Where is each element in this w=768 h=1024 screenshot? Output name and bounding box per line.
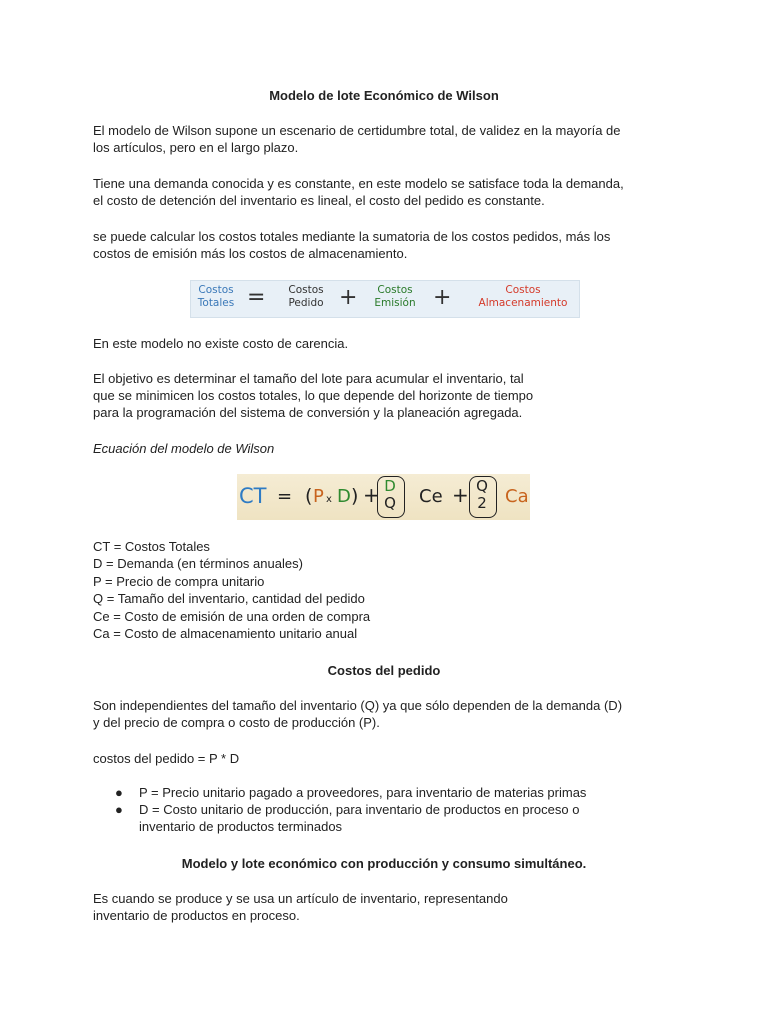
term-costos-pedido: Costos Pedido [288, 284, 324, 309]
document-title: Modelo de lote Económico de Wilson [269, 88, 499, 103]
definition-p: P = Precio de compra unitario [93, 574, 265, 589]
paragraph-5-line-2: que se minimicen los costos totales, lo que depende del horizonte de tiempo [93, 388, 534, 403]
definition-ca: Ca = Costo de almacenamiento unitario anual [93, 626, 358, 641]
eq-equals: = [277, 486, 293, 507]
term-costos-totales: Costos Totales [197, 284, 235, 309]
bullet-marker: ● [115, 802, 123, 817]
paragraph-6-line-1: Son independientes del tamaño del inventario (Q) ya que sólo dependen de la demanda (D) [93, 698, 623, 713]
eq-ce: Ce [419, 486, 443, 507]
list-item: ● D = Costo unitario de producción, para inventario de productos en proceso o [115, 802, 580, 817]
heading-costos-pedido: Costos del pedido [327, 663, 441, 678]
list-item-continuation: inventario de productos terminados [139, 819, 343, 834]
paragraph-2-line-2: el costo de detención del inventario es lineal, el costo del pedido es constante. [93, 193, 545, 208]
costs-formula-text: costos del pedido = P * D [93, 751, 240, 766]
paragraph-4: En este modelo no existe costo de carencia. [93, 336, 349, 351]
fraction-d-over-q: D Q [384, 477, 396, 512]
equals-sign: = [247, 285, 266, 310]
eq-open-paren: ( [305, 485, 313, 507]
plus-sign-1: + [339, 285, 358, 310]
list-item: ● P = Precio unitario pagado a proveedores, para inventario de materias primas [115, 785, 587, 800]
wilson-equation-image [237, 474, 530, 520]
eq-ct: CT [239, 484, 267, 508]
eq-times: x [326, 494, 332, 505]
fraction-q-over-2: Q 2 [476, 477, 488, 512]
term-costos-almacenamiento: Costos Almacenamiento [478, 284, 568, 309]
intro-line-1: El modelo de Wilson supone un escenario de certidumbre total, de validez en la mayoría de [93, 123, 621, 138]
definition-ct: CT = Costos Totales [93, 539, 210, 554]
bullet-marker: ● [115, 785, 123, 800]
paragraph-5-line-1: El objetivo es determinar el tamaño del lote para acumular el inventario, tal [93, 371, 524, 386]
eq-plus-1: + [363, 483, 380, 507]
eq-p: P [313, 486, 324, 507]
eq-ca: Ca [505, 486, 529, 507]
paragraph-5-line-3: para la programación del sistema de conversión y la planeación agregada. [93, 405, 523, 420]
eq-plus-2: + [452, 483, 469, 507]
definition-q: Q = Tamaño del inventario, cantidad del pedido [93, 591, 365, 606]
paragraph-3-line-1: se puede calcular los costos totales mediante la sumatoria de los costos pedidos, más los [93, 229, 611, 244]
intro-line-2: los artículos, pero en el largo plazo. [93, 140, 299, 155]
term-costos-emision: Costos Emisión [374, 284, 416, 309]
definition-ce: Ce = Costo de emisión de una orden de compra [93, 609, 371, 624]
eq-close-paren: ) [351, 485, 359, 507]
eq-d: D [337, 486, 351, 507]
equation-label: Ecuación del modelo de Wilson [93, 441, 275, 456]
heading-produccion-simultanea: Modelo y lote económico con producción y consumo simultáneo. [181, 856, 587, 871]
bullet-list [93, 784, 586, 835]
paragraph-7-line-2: inventario de productos en proceso. [93, 908, 300, 923]
paragraph-3-line-2: costos de emisión más los costos de almacenamiento. [93, 246, 408, 261]
paragraph-7-line-1: Es cuando se produce y se usa un artículo de inventario, representando [93, 891, 508, 906]
plus-sign-2: + [433, 285, 452, 310]
costs-formula-image [190, 280, 580, 318]
paragraph-6-line-2: y del precio de compra o costo de producción (P). [93, 715, 380, 730]
definition-d: D = Demanda (en términos anuales) [93, 556, 303, 571]
paragraph-2-line-1: Tiene una demanda conocida y es constante, en este modelo se satisface toda la demanda, [93, 176, 624, 191]
